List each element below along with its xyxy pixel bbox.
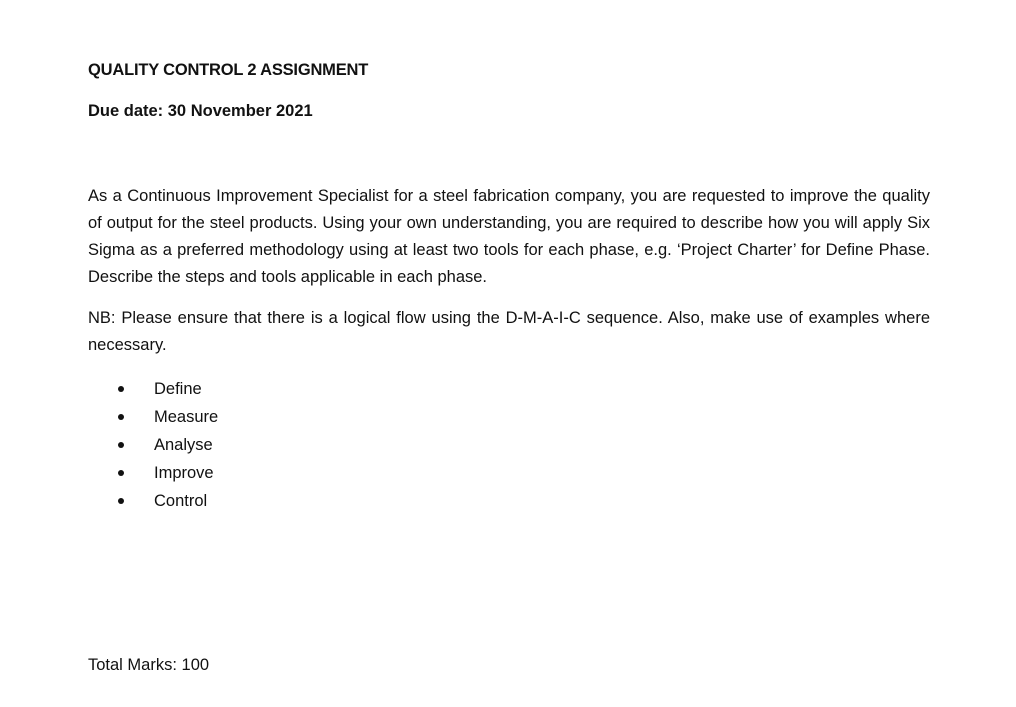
phase-label: Measure xyxy=(154,408,219,426)
bullet-icon xyxy=(118,498,124,504)
note-paragraph: NB: Please ensure that there is a logical flow using the D-M-A-I-C sequence. Also, make use of examples where necessary. xyxy=(88,309,930,354)
assignment-title: QUALITY CONTROL 2 ASSIGNMENT xyxy=(88,61,369,79)
list-item xyxy=(118,459,218,487)
phase-label: Control xyxy=(154,492,208,510)
bullet-icon xyxy=(118,470,124,476)
instructions-paragraph: As a Continuous Improvement Specialist for a steel fabrication company, you are requested to improve the quality of output for the steel products. Using your own understanding, you are required to describe how you will apply Six Sigma as a preferred methodology using at least two tools for each phase, e.g. ‘Project Charter’ for Define Phase. Describe the steps and tools applicable in each phase. xyxy=(88,187,930,286)
phase-label: Improve xyxy=(154,464,214,482)
phase-list xyxy=(118,375,218,515)
list-item xyxy=(118,431,218,459)
list-item xyxy=(118,403,218,431)
list-item xyxy=(118,375,218,403)
phase-label: Define xyxy=(154,380,202,398)
list-item xyxy=(118,487,218,515)
phase-label: Analyse xyxy=(154,436,213,454)
bullet-icon xyxy=(118,442,124,448)
bullet-icon xyxy=(118,414,124,420)
bullet-icon xyxy=(118,386,124,392)
total-marks: Total Marks: 100 xyxy=(88,656,210,674)
due-date: Due date: 30 November 2021 xyxy=(88,102,313,120)
